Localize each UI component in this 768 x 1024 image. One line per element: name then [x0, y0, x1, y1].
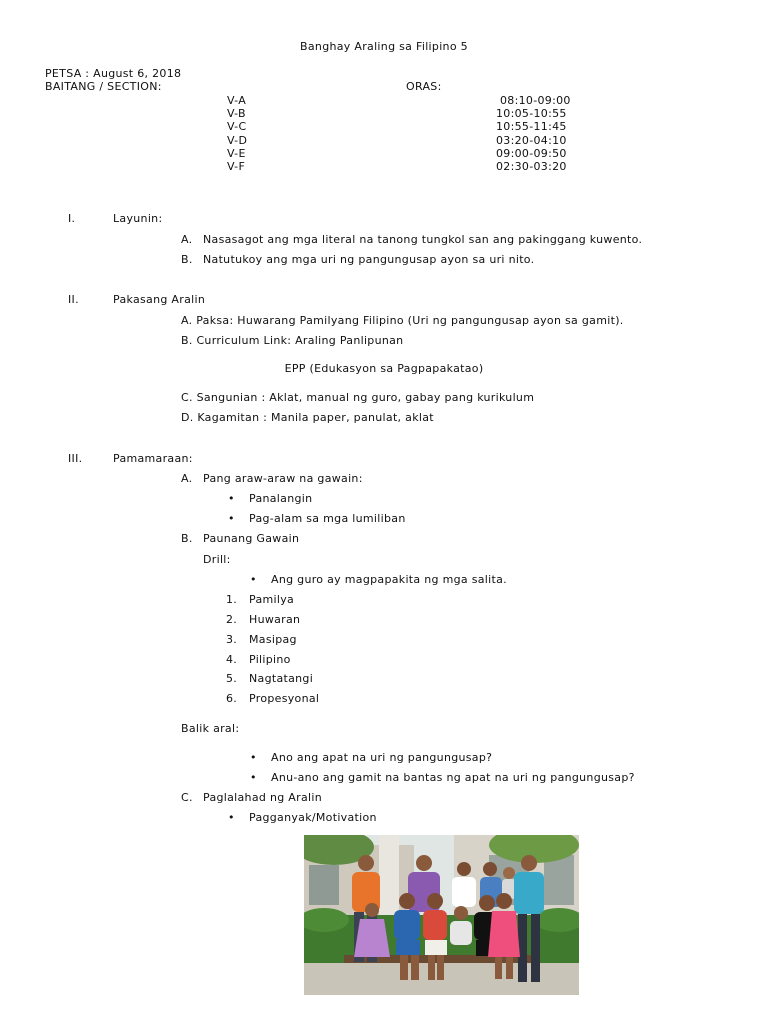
step-a-marker: A.	[181, 472, 193, 485]
oras-label: ORAS:	[406, 80, 442, 93]
section-1-number: I.	[68, 212, 76, 225]
curriculum-link-line: B. Curriculum Link: Araling Panlipunan	[181, 334, 404, 347]
schedule-row	[0, 134, 768, 147]
section-time: 09:00-09:50	[496, 147, 567, 160]
list-item: • Ano ang apat na uri ng pangungusap?	[271, 751, 492, 764]
section-name: V-D	[227, 134, 248, 147]
objective-a-marker: A.	[181, 233, 193, 246]
list-item: • Panalangin	[249, 492, 312, 505]
list-item: • Ang guro ay magpapakita ng mga salita.	[271, 573, 507, 586]
drill-label: Drill:	[203, 553, 231, 566]
section-1-title: Layunin:	[113, 212, 163, 225]
word-item: Nagtatangi	[249, 672, 314, 685]
sangunian-line: C. Sangunian : Aklat, manual ng guro, gabay pang kurikulum	[181, 391, 535, 404]
word-number: 5.	[226, 672, 238, 685]
list-item: • Pag-alam sa mga lumiliban	[249, 512, 406, 525]
epp-line: EPP (Edukasyon sa Pagpapakatao)	[284, 362, 484, 375]
step-b-marker: B.	[181, 532, 193, 545]
objective-b-text: Natutukoy ang mga uri ng pangungusap ayon sa uri nito.	[203, 253, 535, 266]
section-time: 10:55-11:45	[496, 120, 567, 133]
balik-aral-label: Balik aral:	[181, 722, 240, 735]
list-item: • Pagganyak/Motivation	[249, 811, 377, 824]
section-name: V-B	[227, 107, 246, 120]
list-item: • Anu-ano ang gamit na bantas ng apat na uri ng pangungusap?	[271, 771, 635, 784]
section-2-number: II.	[68, 293, 79, 306]
schedule-row	[0, 107, 768, 120]
section-time: 10:05-10:55	[496, 107, 567, 120]
section-name: V-F	[227, 160, 246, 173]
schedule-row	[0, 94, 768, 107]
petsa-label: PETSA : August 6, 2018	[45, 67, 182, 80]
family-photo	[304, 835, 579, 995]
step-a-text: Pang araw-araw na gawain:	[203, 472, 363, 485]
kagamitan-line: D. Kagamitan : Manila paper, panulat, aklat	[181, 411, 434, 424]
word-item: Pilipino	[249, 653, 291, 666]
section-3-title: Pamamaraan:	[113, 452, 193, 465]
section-time: 03:20-04:10	[496, 134, 567, 147]
word-number: 6.	[226, 692, 238, 705]
word-item: Propesyonal	[249, 692, 320, 705]
word-number: 2.	[226, 613, 238, 626]
word-number: 1.	[226, 593, 238, 606]
word-number: 3.	[226, 633, 238, 646]
page-title: Banghay Araling sa Filipino 5	[300, 40, 468, 53]
section-name: V-A	[227, 94, 247, 107]
word-item: Pamilya	[249, 593, 295, 606]
section-2-title: Pakasang Aralin	[113, 293, 206, 306]
word-number: 4.	[226, 653, 238, 666]
step-c-text: Paglalahad ng Aralin	[203, 791, 322, 804]
schedule-row	[0, 160, 768, 173]
word-item: Masipag	[249, 633, 297, 646]
step-b-text: Paunang Gawain	[203, 532, 300, 545]
step-c-marker: C.	[181, 791, 193, 804]
objective-a-text: Nasasagot ang mga literal na tanong tungkol san ang pakinggang kuwento.	[203, 233, 643, 246]
section-name: V-C	[227, 120, 247, 133]
section-3-number: III.	[68, 452, 83, 465]
objective-b-marker: B.	[181, 253, 193, 266]
baitang-label: BAITANG / SECTION:	[45, 80, 162, 93]
schedule-row	[0, 120, 768, 133]
section-name: V-E	[227, 147, 246, 160]
word-item: Huwaran	[249, 613, 301, 626]
paksa-line: A. Paksa: Huwarang Pamilyang Filipino (Uri ng pangungusap ayon sa gamit).	[181, 314, 624, 327]
section-time: 08:10-09:00	[500, 94, 571, 107]
schedule-row	[0, 147, 768, 160]
section-time: 02:30-03:20	[496, 160, 567, 173]
